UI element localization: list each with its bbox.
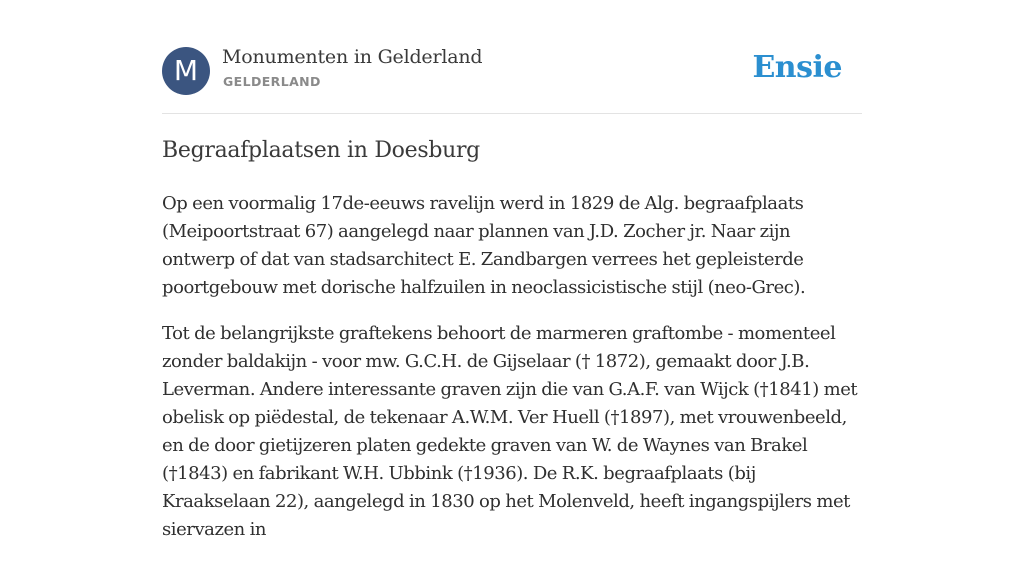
- article-title: Begraafplaatsen in Doesburg: [162, 138, 480, 163]
- brand-logo[interactable]: Ensie: [752, 50, 842, 85]
- article-paragraph: Tot de belangrijkste graftekens behoort de marmeren graftombe - momenteel zonder baldakijn - voor mw. G.C.H. de Gijselaar († 1872), gemaakt door J.B. Leverman. Andere interessante graven zijn die van G.A.F. van Wijck (†1841) met obelisk op piëdestal, de tekenaar A.W.M. Ver Huell (†1897), met vrouwenbeeld, en de door gietijzeren platen gedekte graven van W. de Waynes van Brakel (†1843) en fabrikant W.H. Ubbink (†1936). De R.K. begraafplaats (bij Kraakselaan 22), aangelegd in 1830 op het Molenveld, heeft ingangspijlers met siervazen in: [162, 323, 858, 540]
- site-avatar[interactable]: M: [162, 47, 210, 95]
- site-header: [162, 46, 862, 96]
- site-title[interactable]: Monumenten in Gelderland: [222, 46, 483, 68]
- article-body: [162, 190, 866, 562]
- header-divider: [162, 113, 862, 114]
- site-category[interactable]: GELDERLAND: [223, 74, 321, 89]
- article-paragraph: Op een voormalig 17de-eeuws ravelijn werd in 1829 de Alg. begraafplaats (Meipoortstraat 67) aangelegd naar plannen van J.D. Zocher jr. Naar zijn ontwerp of dat van stadsarchitect E. Zandbargen verrees het gepleisterde poortgebouw met dorische halfzuilen in neoclassicistische stijl (neo-Grec).: [162, 193, 806, 298]
